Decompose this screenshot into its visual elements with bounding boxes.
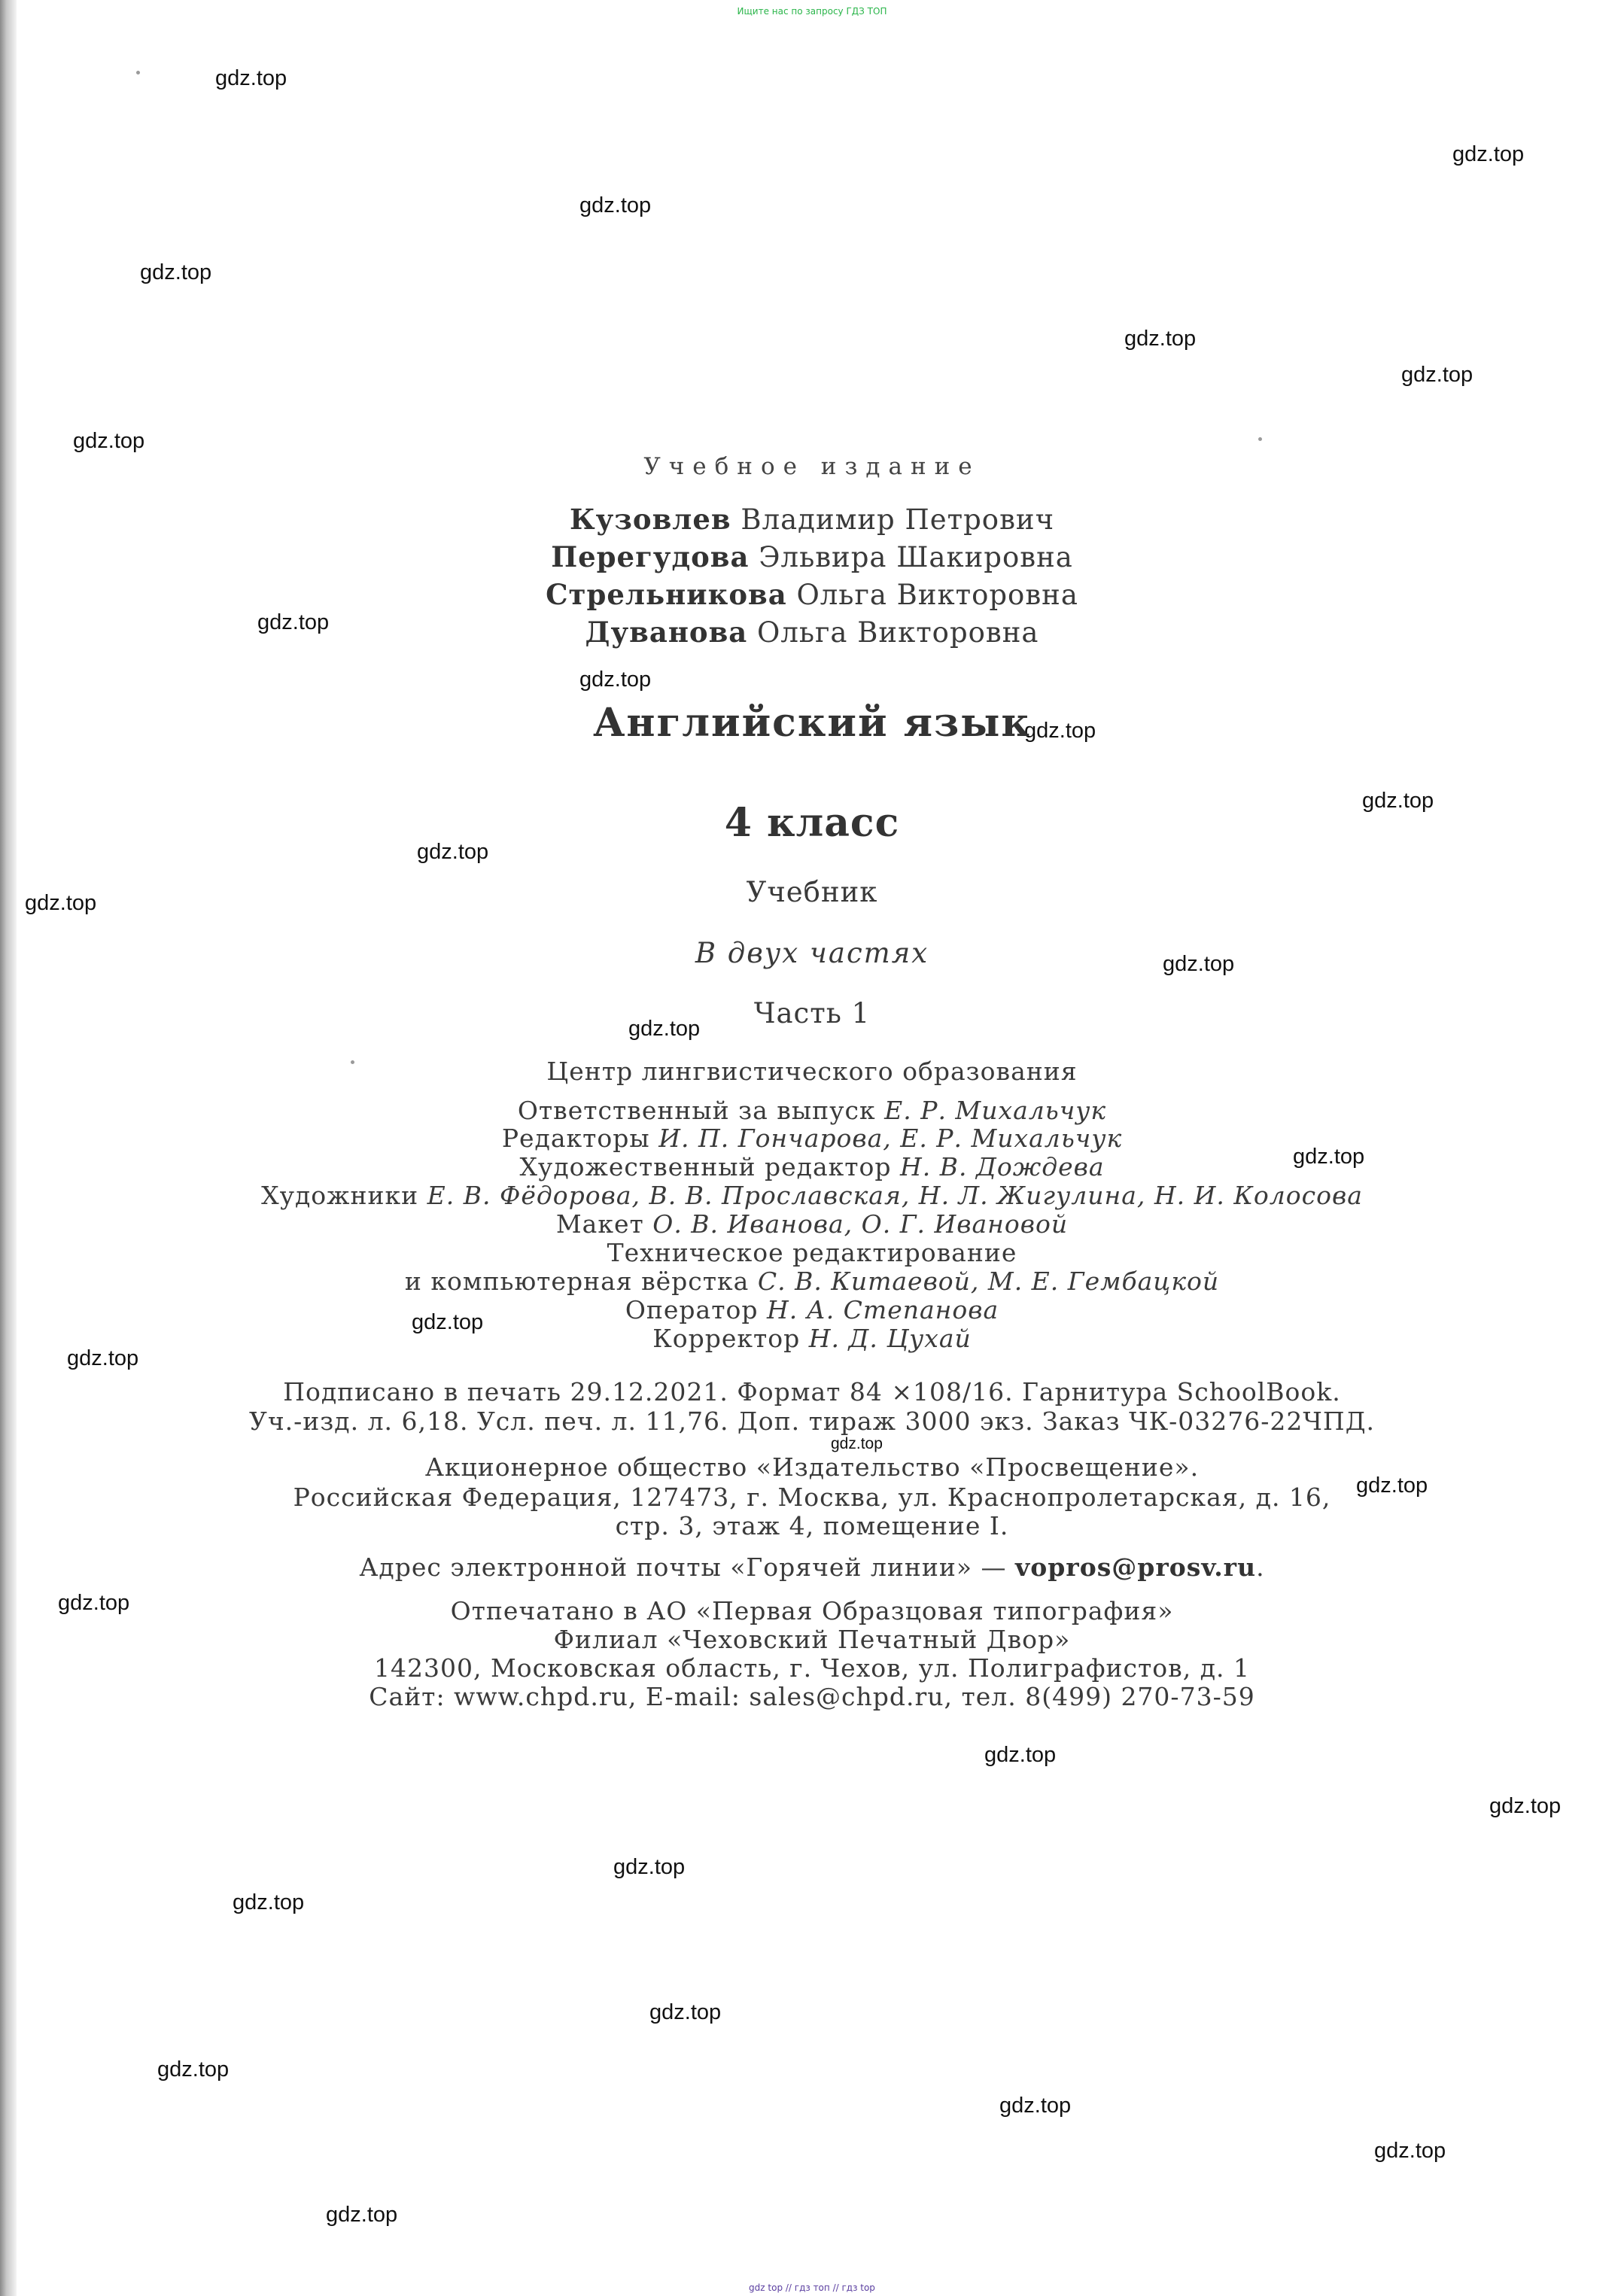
credit-names: Е. Р. Михальчук <box>884 1096 1107 1125</box>
credit-label: Макет <box>555 1209 644 1239</box>
watermark: gdz.top <box>613 1855 686 1879</box>
credit-art-editor <box>0 1152 1624 1181</box>
credit-center: Центр лингвистического образования <box>546 1057 1078 1086</box>
printer-line: 142300, Московская область, г. Чехов, ул. Полиграфистов, д. 1 <box>374 1653 1250 1683</box>
scan-speck <box>1258 437 1262 441</box>
watermark: gdz.top <box>1374 2139 1446 2163</box>
watermark: gdz.top <box>58 1591 130 1615</box>
printer-line: Филиал «Чеховский Печатный Двор» <box>553 1625 1071 1654</box>
credit-label: Редакторы <box>501 1124 650 1153</box>
credit-names: Н. В. Дождева <box>900 1152 1105 1181</box>
credit-typesetting <box>0 1267 1624 1296</box>
credit-layout <box>0 1209 1624 1239</box>
watermark: gdz.top <box>1489 1794 1562 1818</box>
author-surname: Стрельникова <box>546 578 787 611</box>
credit-operator <box>0 1295 1624 1324</box>
series-label: Учебное издание <box>643 453 981 480</box>
book-kind: Учебник <box>746 876 878 908</box>
publisher-line: Российская Федерация, 127473, г. Москва, ул. Краснопролетарская, д. 16, <box>293 1483 1331 1512</box>
watermark: gdz.top <box>67 1346 139 1370</box>
watermark-small: gdz.top <box>831 1435 883 1452</box>
watermark: gdz.top <box>628 1017 701 1041</box>
watermark: gdz.top <box>1452 142 1525 166</box>
parts-label: В двух частях <box>695 937 929 969</box>
credit-label: Художественный редактор <box>519 1152 892 1181</box>
author-surname: Перегудова <box>551 540 750 573</box>
credit-label: и компьютерная вёрстка <box>404 1267 750 1296</box>
watermark: gdz.top <box>999 2094 1072 2118</box>
credit-label: Ответственный за выпуск <box>517 1096 876 1125</box>
printer-line: Сайт: www.chpd.ru, E-mail: sales@chpd.ru, тел. 8(499) 270-73-59 <box>369 1682 1255 1711</box>
publisher-line: Акционерное общество «Издательство «Просвещение». <box>424 1452 1200 1482</box>
watermark: gdz.top <box>1362 789 1434 813</box>
credit-responsible <box>0 1096 1624 1125</box>
credit-names: С. В. Китаевой, М. Е. Гембацкой <box>757 1267 1220 1296</box>
watermark: gdz.top <box>1356 1473 1428 1498</box>
credit-label: Оператор <box>625 1295 759 1324</box>
watermark: gdz.top <box>1163 952 1235 976</box>
author-given: Эльвира Шакировна <box>759 541 1073 573</box>
watermark: gdz.top <box>1293 1145 1365 1169</box>
imprint-line: Подписано в печать 29.12.2021. Формат 84 ×108/16. Гарнитура SchoolBook. <box>283 1377 1341 1406</box>
credit-names: О. В. Иванова, О. Г. Ивановой <box>652 1209 1069 1239</box>
watermark: gdz.top <box>984 1743 1057 1767</box>
watermark: gdz.top <box>140 260 212 284</box>
grade-label: 4 класс <box>724 800 900 846</box>
email-tail: . <box>1256 1552 1265 1582</box>
author-line <box>0 540 1624 573</box>
watermark: gdz.top <box>326 2203 398 2227</box>
printer-line: Отпечатано в АО «Первая Образцовая типография» <box>450 1596 1174 1625</box>
credit-names: И. П. Гончарова, Е. Р. Михальчук <box>658 1124 1123 1153</box>
watermark: gdz.top <box>579 193 652 217</box>
credit-editors <box>0 1124 1624 1153</box>
author-line <box>0 578 1624 611</box>
author-given: Ольга Викторовна <box>796 579 1078 611</box>
publisher-line: стр. 3, этаж 4, помещение I. <box>615 1511 1009 1540</box>
part-label: Часть 1 <box>753 997 871 1029</box>
email-address: vopros@prosv.ru <box>1015 1552 1257 1582</box>
watermark: gdz.top <box>215 66 287 90</box>
imprint-line: Уч.-изд. л. 6,18. Усл. печ. л. 11,76. Доп. тираж 3000 экз. Заказ ЧК-03276-22ЧПД. <box>248 1406 1376 1436</box>
author-surname: Кузовлев <box>569 503 731 536</box>
watermark: gdz.top <box>157 2057 230 2082</box>
watermark: gdz.top <box>1124 327 1197 351</box>
watermark: gdz.top <box>1401 363 1473 387</box>
author-line <box>0 503 1624 536</box>
author-surname: Дуванова <box>585 616 748 649</box>
watermark: gdz.top <box>257 610 330 634</box>
author-given: Владимир Петрович <box>741 503 1055 536</box>
watermark: gdz.top <box>233 1890 305 1914</box>
book-title: Английский язык <box>593 700 1031 746</box>
hotline-email-line <box>0 1552 1624 1582</box>
top-banner[interactable]: Ищите нас по запросу ГДЗ ТОП <box>737 6 887 17</box>
credit-artists <box>0 1181 1624 1210</box>
watermark: gdz.top <box>25 891 97 915</box>
watermark: gdz.top <box>417 840 489 864</box>
watermark: gdz.top <box>73 429 145 453</box>
email-label: Адрес электронной почты «Горячей линии» — <box>359 1552 1007 1582</box>
watermark: gdz.top <box>649 2000 722 2024</box>
watermark: gdz.top <box>1024 719 1096 743</box>
credit-names: Н. А. Степанова <box>766 1295 999 1324</box>
credit-proofreader <box>0 1324 1624 1353</box>
bottom-banner[interactable]: gdz top // гдз топ // гдз top <box>749 2282 875 2293</box>
watermark: gdz.top <box>412 1310 484 1334</box>
credit-tech-editing: Техническое редактирование <box>607 1238 1017 1267</box>
scan-speck <box>136 71 140 75</box>
credit-names: Н. Д. Цухай <box>808 1324 972 1353</box>
author-line <box>0 616 1624 649</box>
credit-names: Е. В. Фёдорова, В. В. Прославская, Н. Л. Жигулина, Н. И. Колосова <box>427 1181 1363 1210</box>
watermark: gdz.top <box>579 668 652 692</box>
credit-label: Корректор <box>652 1324 801 1353</box>
author-given: Ольга Викторовна <box>757 616 1039 649</box>
credit-label: Художники <box>261 1181 419 1210</box>
